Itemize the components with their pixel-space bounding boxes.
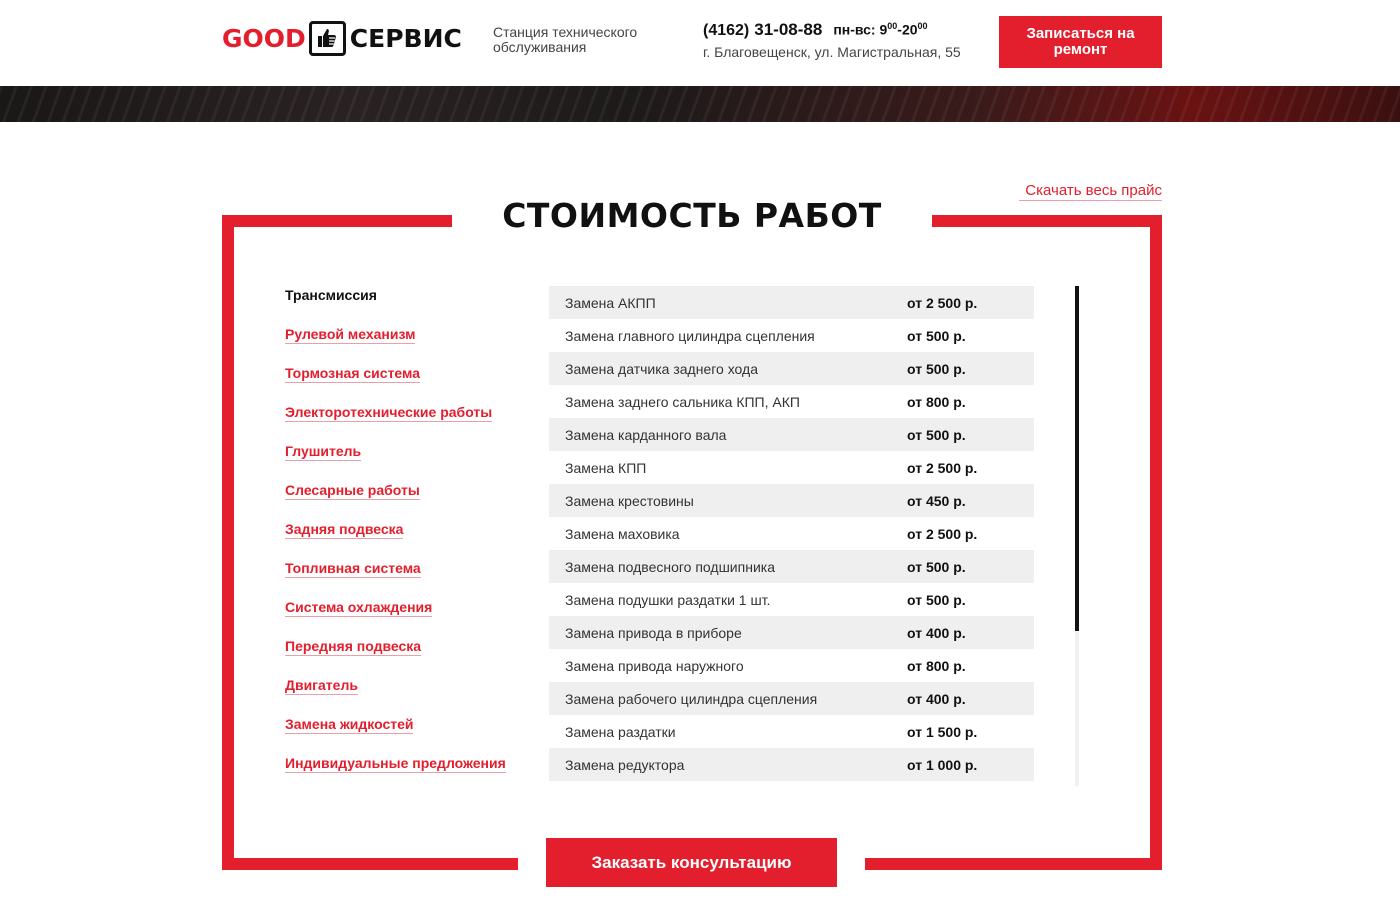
service-name: Замена крестовины bbox=[565, 492, 694, 509]
service-name: Замена рабочего цилиндра сцепления bbox=[565, 690, 818, 707]
category-label: Система охлаждения bbox=[285, 599, 433, 615]
category-item[interactable] bbox=[285, 326, 535, 365]
service-name: Замена датчика заднего хода bbox=[565, 360, 758, 377]
category-label: Трансмиссия bbox=[285, 287, 377, 303]
download-price-link[interactable]: Скачать весь прайс bbox=[1019, 182, 1162, 201]
category-label: Индивидуальные предложения bbox=[285, 755, 506, 771]
category-item[interactable] bbox=[285, 677, 535, 716]
price-row bbox=[549, 616, 1034, 649]
category-item[interactable] bbox=[285, 482, 535, 521]
category-label: Передняя подвеска bbox=[285, 638, 422, 654]
phone-number[interactable]: 31-08-88 bbox=[754, 20, 823, 39]
price-row bbox=[549, 418, 1034, 451]
service-price: от 450 р. bbox=[907, 492, 966, 509]
book-repair-button[interactable]: Записаться на ремонт bbox=[999, 16, 1162, 68]
address: г. Благовещенск, ул. Магистральная, 55 bbox=[703, 44, 961, 60]
service-name: Замена привода наружного bbox=[565, 657, 744, 674]
service-price: от 500 р. bbox=[907, 327, 966, 344]
price-row bbox=[549, 517, 1034, 550]
working-hours bbox=[833, 21, 927, 38]
phone-code[interactable]: (4162) bbox=[703, 22, 750, 39]
category-item[interactable] bbox=[285, 755, 535, 794]
price-row bbox=[549, 715, 1034, 748]
service-price: от 1 500 р. bbox=[907, 723, 978, 740]
frame-bottom-left bbox=[222, 858, 518, 870]
service-price: от 400 р. bbox=[907, 624, 966, 641]
price-row bbox=[549, 385, 1034, 418]
service-name: Замена КПП bbox=[565, 459, 647, 476]
logo-text-servis: СЕРВИС bbox=[349, 23, 462, 53]
frame-right bbox=[1150, 215, 1162, 870]
category-label: Тормозная система bbox=[285, 365, 420, 381]
price-row bbox=[549, 649, 1034, 682]
category-label: Задняя подвеска bbox=[285, 521, 404, 537]
site-header bbox=[0, 0, 1400, 86]
service-price: от 2 500 р. bbox=[907, 525, 978, 542]
service-name: Замена подушки раздатки 1 шт. bbox=[565, 591, 771, 608]
service-price: от 500 р. bbox=[907, 591, 966, 608]
service-price: от 500 р. bbox=[907, 360, 966, 377]
service-name: Замена заднего сальника КПП, АКП bbox=[565, 393, 800, 410]
service-name: Замена подвесного подшипника bbox=[565, 558, 775, 575]
category-label: Двигатель bbox=[285, 677, 358, 693]
frame-top-right bbox=[932, 215, 1162, 227]
phone-line bbox=[703, 20, 961, 40]
service-price: от 800 р. bbox=[907, 657, 966, 674]
price-scrollbar-thumb[interactable] bbox=[1075, 286, 1079, 631]
category-item[interactable] bbox=[285, 560, 535, 599]
service-name: Замена карданного вала bbox=[565, 426, 727, 443]
section-title: СТОИМОСТЬ РАБОТ bbox=[502, 196, 882, 235]
category-item[interactable] bbox=[285, 716, 535, 755]
frame-top-left bbox=[222, 215, 452, 227]
tagline: Станция технического обслуживания bbox=[493, 24, 638, 55]
logo-text-good: GOOD bbox=[222, 23, 306, 53]
category-item[interactable] bbox=[285, 287, 535, 326]
price-row bbox=[549, 319, 1034, 352]
frame-bottom-right bbox=[865, 858, 1162, 870]
category-label: Электоротехнические работы bbox=[285, 404, 493, 420]
category-item[interactable] bbox=[285, 638, 535, 677]
category-item[interactable] bbox=[285, 521, 535, 560]
price-scrollbar[interactable] bbox=[1075, 286, 1079, 786]
category-label: Замена жидкостей bbox=[285, 716, 414, 732]
frame-left bbox=[222, 215, 234, 870]
service-name: Замена главного цилиндра сцепления bbox=[565, 327, 815, 344]
category-item[interactable] bbox=[285, 365, 535, 404]
hours-separator: -20 bbox=[897, 22, 918, 38]
service-name: Замена АКПП bbox=[565, 294, 656, 311]
category-label: Рулевой механизм bbox=[285, 326, 416, 342]
service-name: Замена привода в приборе bbox=[565, 624, 742, 641]
category-item[interactable] bbox=[285, 404, 535, 443]
service-price: от 2 500 р. bbox=[907, 294, 978, 311]
category-label: Глушитель bbox=[285, 443, 362, 459]
service-price: от 400 р. bbox=[907, 690, 966, 707]
price-table bbox=[549, 286, 1034, 781]
category-list bbox=[285, 287, 535, 794]
category-label: Топливная система bbox=[285, 560, 421, 576]
hours-close-minutes: 00 bbox=[917, 21, 928, 32]
service-name: Замена раздатки bbox=[565, 723, 676, 740]
service-price: от 500 р. bbox=[907, 426, 966, 443]
service-price: от 1 000 р. bbox=[907, 756, 978, 773]
hours-prefix: пн-вс: 9 bbox=[833, 22, 888, 38]
contacts-block bbox=[703, 20, 961, 60]
price-row bbox=[549, 682, 1034, 715]
price-row bbox=[549, 748, 1034, 781]
price-row bbox=[549, 583, 1034, 616]
logo[interactable] bbox=[222, 20, 462, 56]
category-item[interactable] bbox=[285, 443, 535, 482]
price-row bbox=[549, 484, 1034, 517]
service-price: от 2 500 р. bbox=[907, 459, 978, 476]
service-name: Замена маховика bbox=[565, 525, 680, 542]
price-row bbox=[549, 286, 1034, 319]
service-price: от 800 р. bbox=[907, 393, 966, 410]
service-name: Замена редуктора bbox=[565, 756, 685, 773]
price-row bbox=[549, 352, 1034, 385]
price-row bbox=[549, 550, 1034, 583]
price-row bbox=[549, 451, 1034, 484]
hours-open-minutes: 00 bbox=[887, 21, 898, 32]
order-consultation-button[interactable]: Заказать консультацию bbox=[546, 838, 837, 887]
category-item[interactable] bbox=[285, 599, 535, 638]
service-price: от 500 р. bbox=[907, 558, 966, 575]
hero-banner-strip bbox=[0, 86, 1400, 122]
thumbs-up-icon bbox=[309, 21, 346, 56]
category-label: Слесарные работы bbox=[285, 482, 420, 498]
